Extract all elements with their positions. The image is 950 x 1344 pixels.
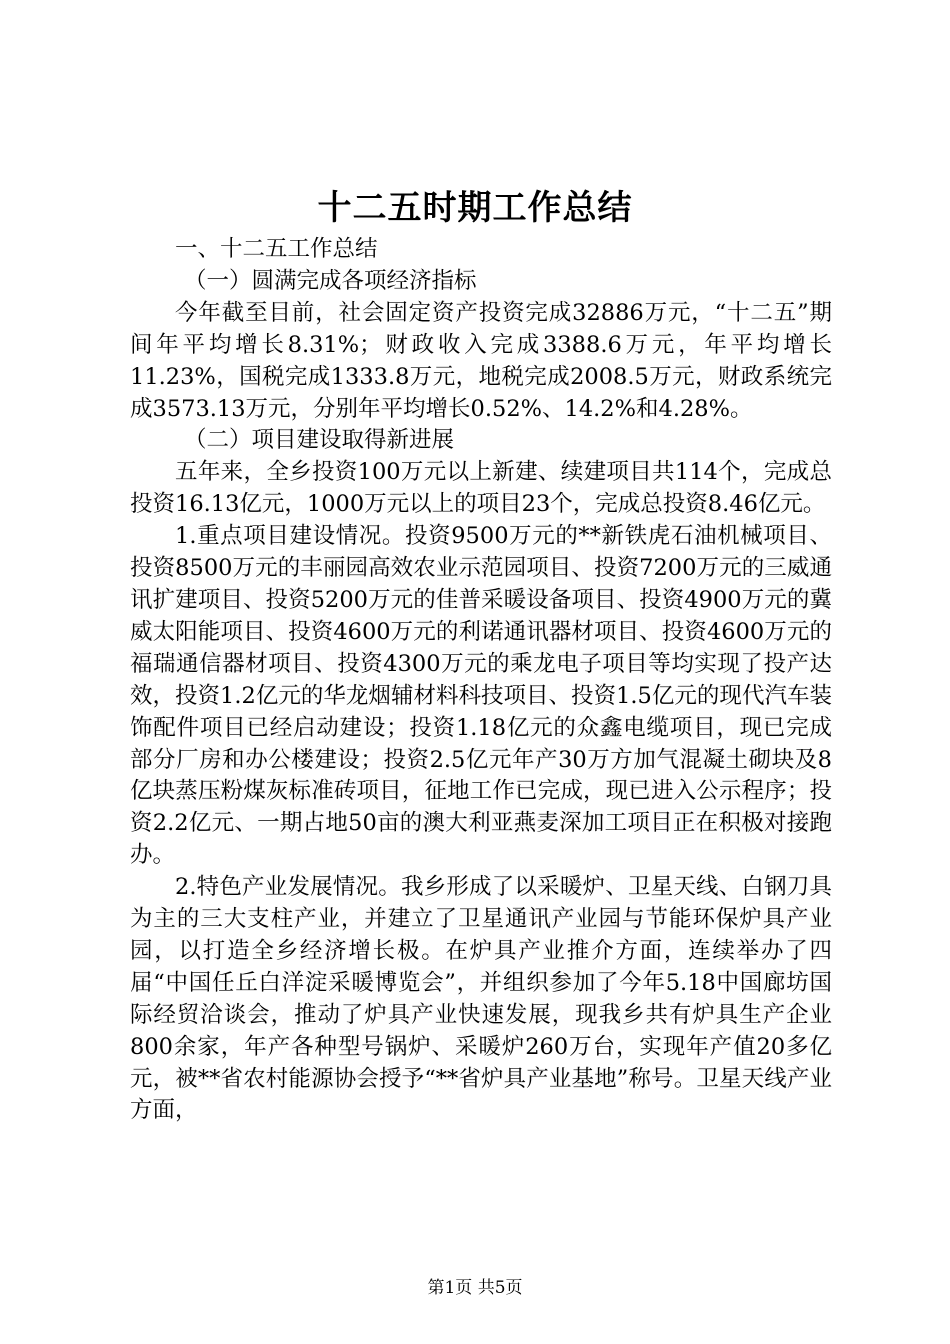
paragraph-key-projects: 1.重点项目建设情况。投资9500万元的**新铁虎石油机械项目、投资8500万元的丰丽园高效农业示范园项目、投资7200万元的三威通讯扩建项目、投资5200万元的佳普采暖设备项目、投资4900万元的冀威太阳能项目、投资4600万元的利诺通讯器材项目、投资4600万元的福瑞通信器材项目、投资4300万元的乘龙电子项目等均实现了投产达效，投资1.2亿元的华龙烟辅材料科技项目、投资1.5亿元的现代汽车装饰配件项目已经启动建设；投资1.18亿元的众鑫电缆项目，现已完成部分厂房和办公楼建设；投资2.5亿元年产30万方加气混凝土砌块及8亿块蒸压粉煤灰标准砖项目，征地工作已完成，现已进入公示程序；投资2.2亿元、一期占地50亩的澳大利亚燕麦深加工项目正在积极对接跑办。 [130, 523, 832, 869]
paragraph-project-overview: 五年来，全乡投资100万元以上新建、续建项目共114个，完成总投资16.13亿元，1000万元以上的项目23个，完成总投资8.46亿元。 [130, 459, 832, 518]
subsection-heading-economic-indicators: （一）圆满完成各项经济指标 [184, 267, 477, 294]
subsection-heading-project-construction: （二）项目建设取得新进展 [184, 427, 455, 454]
section-heading: 一、十二五工作总结 [175, 236, 378, 262]
paragraph-economic-indicators: 今年截至目前，社会固定资产投资完成32886万元，“十二五”期间年平均增长8.31%；财政收入完成3388.6万元，年平均增长11.23%，国税完成1333.8万元，地税完成2008.5万元，财政系统完成3573.13万元，分别年平均增长0.52%、14.2%和4.28%。 [130, 299, 832, 422]
page-footer: 第1页 共5页 [427, 1278, 523, 1298]
paragraph-characteristic-industries: 2.特色产业发展情况。我乡形成了以采暖炉、卫星天线、白钢刀具为主的三大支柱产业，并建立了卫星通讯产业园与节能环保炉具产业园，以打造全乡经济增长极。在炉具产业推介方面，连续举办了四届“中国任丘白洋淀采暖博览会”，并组织参加了今年5.18中国廊坊国际经贸洽谈会，推动了炉具产业快速发展，现我乡共有炉具生产企业800余家，年产各种型号锅炉、采暖炉260万台，实现年产值20多亿元，被**省农村能源协会授予“**省炉具产业基地”称号。卫星天线产业方面， [130, 874, 832, 1124]
document-title: 十二五时期工作总结 [317, 188, 633, 228]
document-body [130, 234, 832, 1127]
